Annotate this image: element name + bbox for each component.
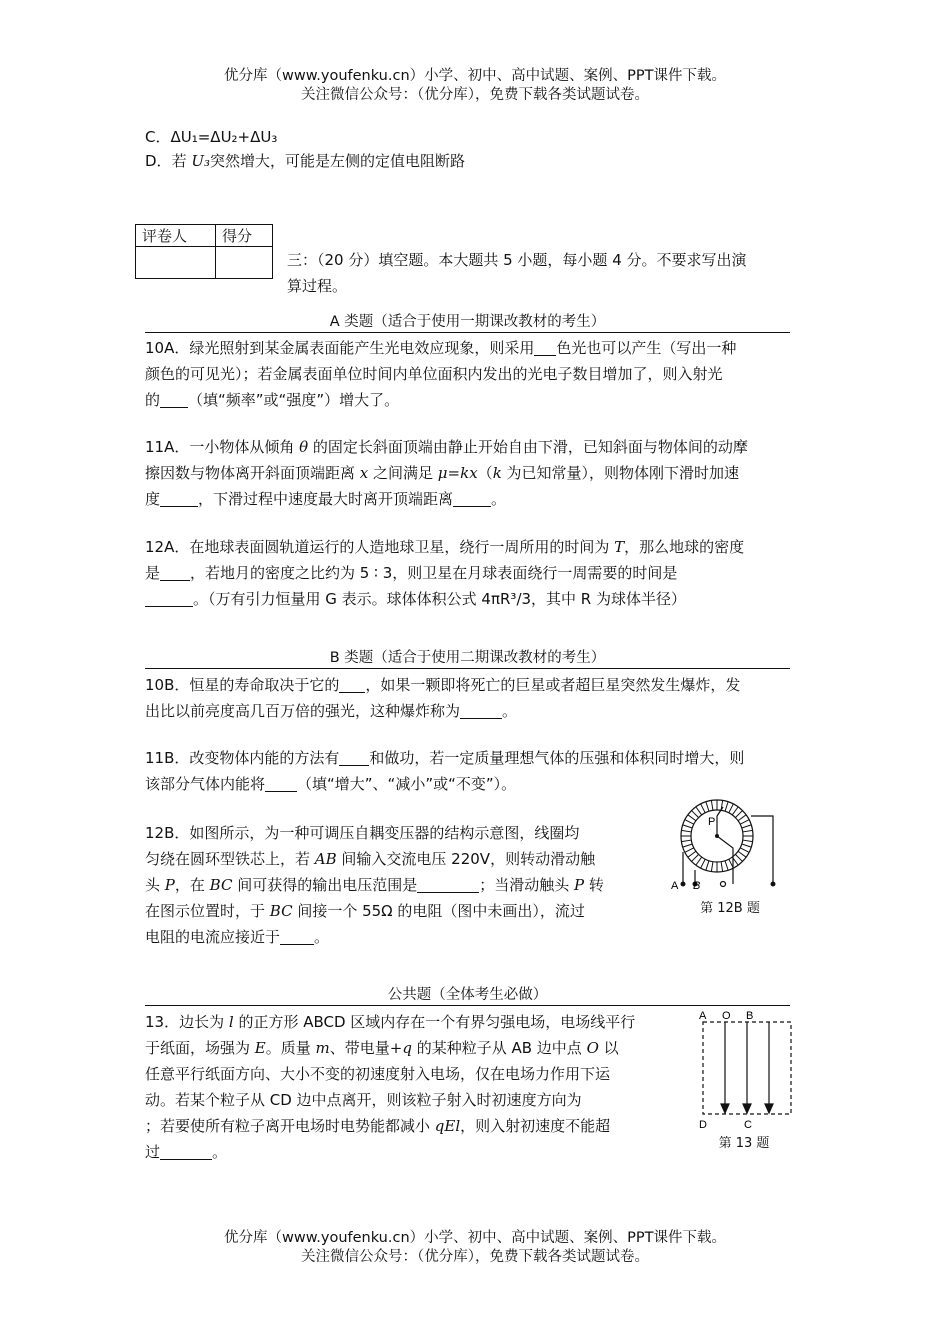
q13-text-12: 过 [145, 1143, 161, 1161]
terminal-a [681, 882, 686, 887]
coil-winding [688, 851, 696, 857]
slider-contact-p[interactable] [717, 807, 723, 816]
score-table-grader-cell [136, 247, 216, 279]
field-square-figure [694, 1006, 804, 1132]
fig13-label-a: A [699, 1010, 707, 1022]
q11a-x: x [359, 464, 369, 482]
q12b-text-4: 头 [145, 876, 165, 894]
q13-O: O [586, 1039, 599, 1057]
field-arrow-2 [743, 1104, 751, 1113]
q12b-P-2: P [574, 876, 585, 894]
coil-winding [735, 854, 742, 861]
q12b-text-5: ，在 [174, 876, 210, 894]
field-arrow-1 [721, 1104, 729, 1113]
fig13-label-d: D [699, 1119, 707, 1131]
coil-winding [740, 820, 749, 825]
q13-text-13: 。 [212, 1143, 228, 1161]
q10b-text-3: 出比以前亮度高几百万倍的强光，这种爆炸称为 [145, 702, 461, 720]
option-d-var: U₃ [191, 152, 210, 170]
q11b-text-3: 该部分气体内能将 [145, 775, 266, 793]
footer-line-2: 关注微信公众号：（优分库），免费下载各类试题试卷。 [301, 1249, 649, 1265]
q12a-text-4: ，若地月的密度之比约为 5 ∶ 3，则卫星在月球表面绕行一周需要的时间是 [190, 564, 678, 582]
q10b-blank-1[interactable] [339, 676, 365, 693]
option-d-pre: 若 [171, 152, 192, 170]
q12b-BC: BC [209, 876, 233, 894]
coil-winding [721, 862, 723, 872]
footer-line-1: 优分库（www.youfenku.cn）小学、初中、高中试题、案例、PPT课件下载。 [224, 1230, 726, 1246]
coil-winding [742, 825, 752, 828]
coil-winding [706, 861, 709, 871]
q13-qEl: qEl [434, 1117, 461, 1135]
q13-text-6: 的某种粒子从 AB 边中点 [411, 1039, 587, 1057]
q12b-text-11: 电阻的电流应接近于 [145, 928, 281, 946]
q12b-text-9: 在图示位置时，于 [145, 902, 270, 920]
coil-winding [683, 844, 693, 847]
coil-winding [740, 848, 749, 853]
coil-winding [729, 804, 734, 813]
q13-m: m [315, 1039, 330, 1057]
fig13-label-o: O [722, 1010, 731, 1022]
q13-text-2: 的正方形 ABCD 区域内存在一个有界匀强电场，电场线平行 [233, 1013, 636, 1031]
q13-text-1: 13．边长为 [145, 1013, 229, 1031]
fig13-label-b: B [746, 1010, 754, 1022]
q11a-text-2: 的固定长斜面顶端由静止开始自由下滑，已知斜面与物体间的动摩 [308, 438, 748, 456]
header-line-1: 优分库（www.youfenku.cn）小学、初中、高中试题、案例、PPT课件下载。 [224, 68, 726, 84]
coil-winding [692, 854, 699, 861]
q11b-text-2: 和做功，若一定质量理想气体的压强和体积同时增大，则 [369, 749, 745, 767]
question-10b [145, 672, 810, 724]
coil-winding [732, 807, 738, 815]
question-13 [145, 1009, 675, 1165]
fig12b-label-a: A [671, 880, 679, 892]
q11a-text-3: 擦因数与物体离开斜面顶端距离 [145, 464, 360, 482]
q11a-mu: μ=kx [437, 464, 478, 482]
score-table-score-cell [216, 247, 273, 279]
q12b-text-6: 间可获得的输出电压范围是 [232, 876, 418, 894]
option-c-label: C． [145, 128, 171, 146]
page-footer [0, 1229, 950, 1267]
q12a-blank-1[interactable] [160, 564, 190, 581]
q11a-text-4: 之间满足 [368, 464, 438, 482]
q11a-theta: θ [299, 438, 309, 456]
terminal-c [721, 882, 726, 887]
lead-d [751, 816, 773, 884]
option-d-post: 突然增大，可能是左侧的定值电阻断路 [210, 152, 466, 170]
q12b-text-12: 。 [314, 928, 330, 946]
coil-winding [681, 830, 691, 832]
q13-blank-1[interactable] [160, 1143, 212, 1160]
q12a-text-1: 12A．在地球表面圆轨道运行的人造地球卫星，绕行一周所用的时间为 [145, 538, 615, 556]
question-12b [145, 820, 650, 950]
fig12b-label-p: P [708, 816, 716, 828]
fig13-caption: 第 13 题 [718, 1136, 770, 1151]
q12a-text-3: 是 [145, 564, 161, 582]
q12a-blank-2[interactable] [145, 590, 193, 607]
q12b-text-2: 匀绕在圆环型铁芯上，若 [145, 850, 315, 868]
q12a-text-2: ，那么地球的密度 [624, 538, 745, 556]
coil-winding [696, 807, 702, 815]
coil-winding [685, 820, 694, 825]
q12b-blank-2[interactable] [280, 928, 314, 945]
coil-winding [696, 857, 702, 865]
q10a-text-5: （填“频率”或“强度”）增大了。 [188, 391, 400, 409]
q11a-blank-2[interactable] [453, 490, 491, 507]
q12b-blank-1[interactable] [417, 876, 479, 893]
q12b-AB: AB [314, 850, 337, 868]
section3-line-1: 三：（20 分）填空题。本大题共 5 小题，每小题 4 分。不要求写出演 [287, 251, 747, 269]
section-c-title: 公共题（全体考生必做） [145, 985, 790, 1006]
q10a-text-2: 色光也可以产生（写出一种 [556, 339, 737, 357]
q13-text-7: 以 [598, 1039, 619, 1057]
q11b-blank-2[interactable] [265, 775, 297, 792]
coil-winding [683, 825, 693, 828]
q13-text-5: 、带电量 [329, 1039, 390, 1057]
score-table [135, 224, 273, 279]
terminal-d [771, 882, 776, 887]
coil-winding [688, 815, 696, 821]
q13-text-10: ；若要使所有粒子离开电场时电势能都减小 [145, 1117, 435, 1135]
coil-winding [742, 844, 752, 847]
q12a-T: T [614, 538, 625, 556]
q11b-text-1: 11B．改变物体内能的方法有 [145, 749, 340, 767]
option-c-text: ΔU₁=ΔU₂+ΔU₃ [170, 128, 278, 146]
coil-winding [725, 861, 728, 871]
coil-winding [711, 800, 713, 810]
q10b-blank-2[interactable] [460, 702, 502, 719]
lead-c [717, 836, 733, 884]
q13-l: l [228, 1013, 234, 1031]
section-b-title: B 类题（适合于使用二期课改教材的考生） [145, 648, 790, 669]
fig12b-caption: 第 12B 题 [700, 901, 760, 916]
q12b-text-10: 间接一个 55Ω 的电阻（图中未画出），流过 [292, 902, 585, 920]
question-11a [145, 434, 815, 512]
q13-text-3: 于纸面，场强为 [145, 1039, 255, 1057]
q11a-text-7: 度 [145, 490, 161, 508]
q10a-blank-2[interactable] [160, 391, 188, 408]
coil-winding [706, 802, 709, 812]
coil-winding [738, 815, 746, 821]
section3-line-2: 算过程。 [287, 277, 348, 295]
coil-winding [685, 848, 694, 853]
q13-text-11: ，则入射初速度不能超 [460, 1117, 611, 1135]
coil-winding [701, 804, 706, 813]
header-line-2: 关注微信公众号：（优分库），免费下载各类试题试卷。 [301, 87, 649, 103]
section-a-title: A 类题（适合于使用一期课改教材的考生） [145, 312, 790, 333]
coil-winding [743, 840, 753, 842]
coil-winding [738, 851, 746, 857]
q10b-text-4: 。 [502, 702, 518, 720]
coil-winding [681, 840, 691, 842]
q11a-text-5: （ [477, 464, 493, 482]
coil-winding [711, 862, 713, 872]
q12b-text-1: 12B．如图所示，为一种可调压自耦变压器的结构示意图，线圈均 [145, 824, 580, 842]
fig13-label-c: C [744, 1119, 752, 1131]
coil-winding [735, 811, 742, 818]
coil-winding [701, 859, 706, 868]
q10a-text-3: 颜色的可见光）；若金属表面单位时间内单位面积内发出的光电子数目增加了，则入射光 [145, 365, 723, 383]
q12b-text-3: 间输入交流电压 220V，则转动滑动触 [336, 850, 596, 868]
q13-text-4: 。质量 [265, 1039, 316, 1057]
q12a-text-5: 。（万有引力恒量用 G 表示。球体体积公式 4πR³/3，其中 R 为球体半径） [193, 590, 686, 608]
q12b-BC-2: BC [269, 902, 293, 920]
q11a-text-1: 11A．一小物体从倾角 [145, 438, 300, 456]
q13-E: E [254, 1039, 266, 1057]
coil-winding [725, 802, 728, 812]
q13-text-9: 动。若某个粒子从 CD 边中点离开，则该粒子射入时初速度方向为 [145, 1091, 582, 1109]
coil-winding [692, 811, 699, 818]
q10a-text-4: 的 [145, 391, 161, 409]
q13-q: +q [389, 1039, 412, 1057]
q11b-blank-1[interactable] [339, 749, 369, 766]
question-12a [145, 534, 815, 612]
q10b-text-1: 10B．恒星的寿命取决于它的 [145, 676, 340, 694]
q12b-P: P [164, 876, 175, 894]
option-d [145, 150, 465, 172]
coil-winding [743, 830, 753, 832]
q11a-blank-1[interactable] [160, 490, 198, 507]
field-arrow-3 [765, 1104, 773, 1113]
q12b-text-7: ；当滑动触头 [479, 876, 574, 894]
question-10a [145, 335, 805, 413]
score-table-score: 得分 [216, 225, 273, 247]
q10a-text-1: 10A．绿光照射到某金属表面能产生光电效应现象，则采用 [145, 339, 535, 357]
page-header [0, 67, 950, 105]
q11a-text-6: 为已知常量），则物体刚下滑时加速 [501, 464, 740, 482]
option-c [145, 126, 277, 148]
q11b-text-4: （填“增大”、“减小”或“不变”）。 [297, 775, 517, 793]
q12b-text-8: 转 [584, 876, 604, 894]
option-d-label: D． [145, 152, 172, 170]
q11a-text-9: 。 [491, 490, 507, 508]
q10b-text-2: ，如果一颗即将死亡的巨星或者超巨星突然发生爆炸，发 [365, 676, 741, 694]
q11a-k: k [492, 464, 502, 482]
q10a-blank-1[interactable] [534, 339, 556, 356]
score-table-grader: 评卷人 [136, 225, 216, 247]
q13-text-8: 任意平行纸面方向、大小不变的初速度射入电场，仅在电场力作用下运 [145, 1065, 611, 1083]
q11a-text-8: ，下滑过程中速度最大时离开顶端距离 [198, 490, 454, 508]
fig12b-label-b: B [693, 880, 701, 892]
